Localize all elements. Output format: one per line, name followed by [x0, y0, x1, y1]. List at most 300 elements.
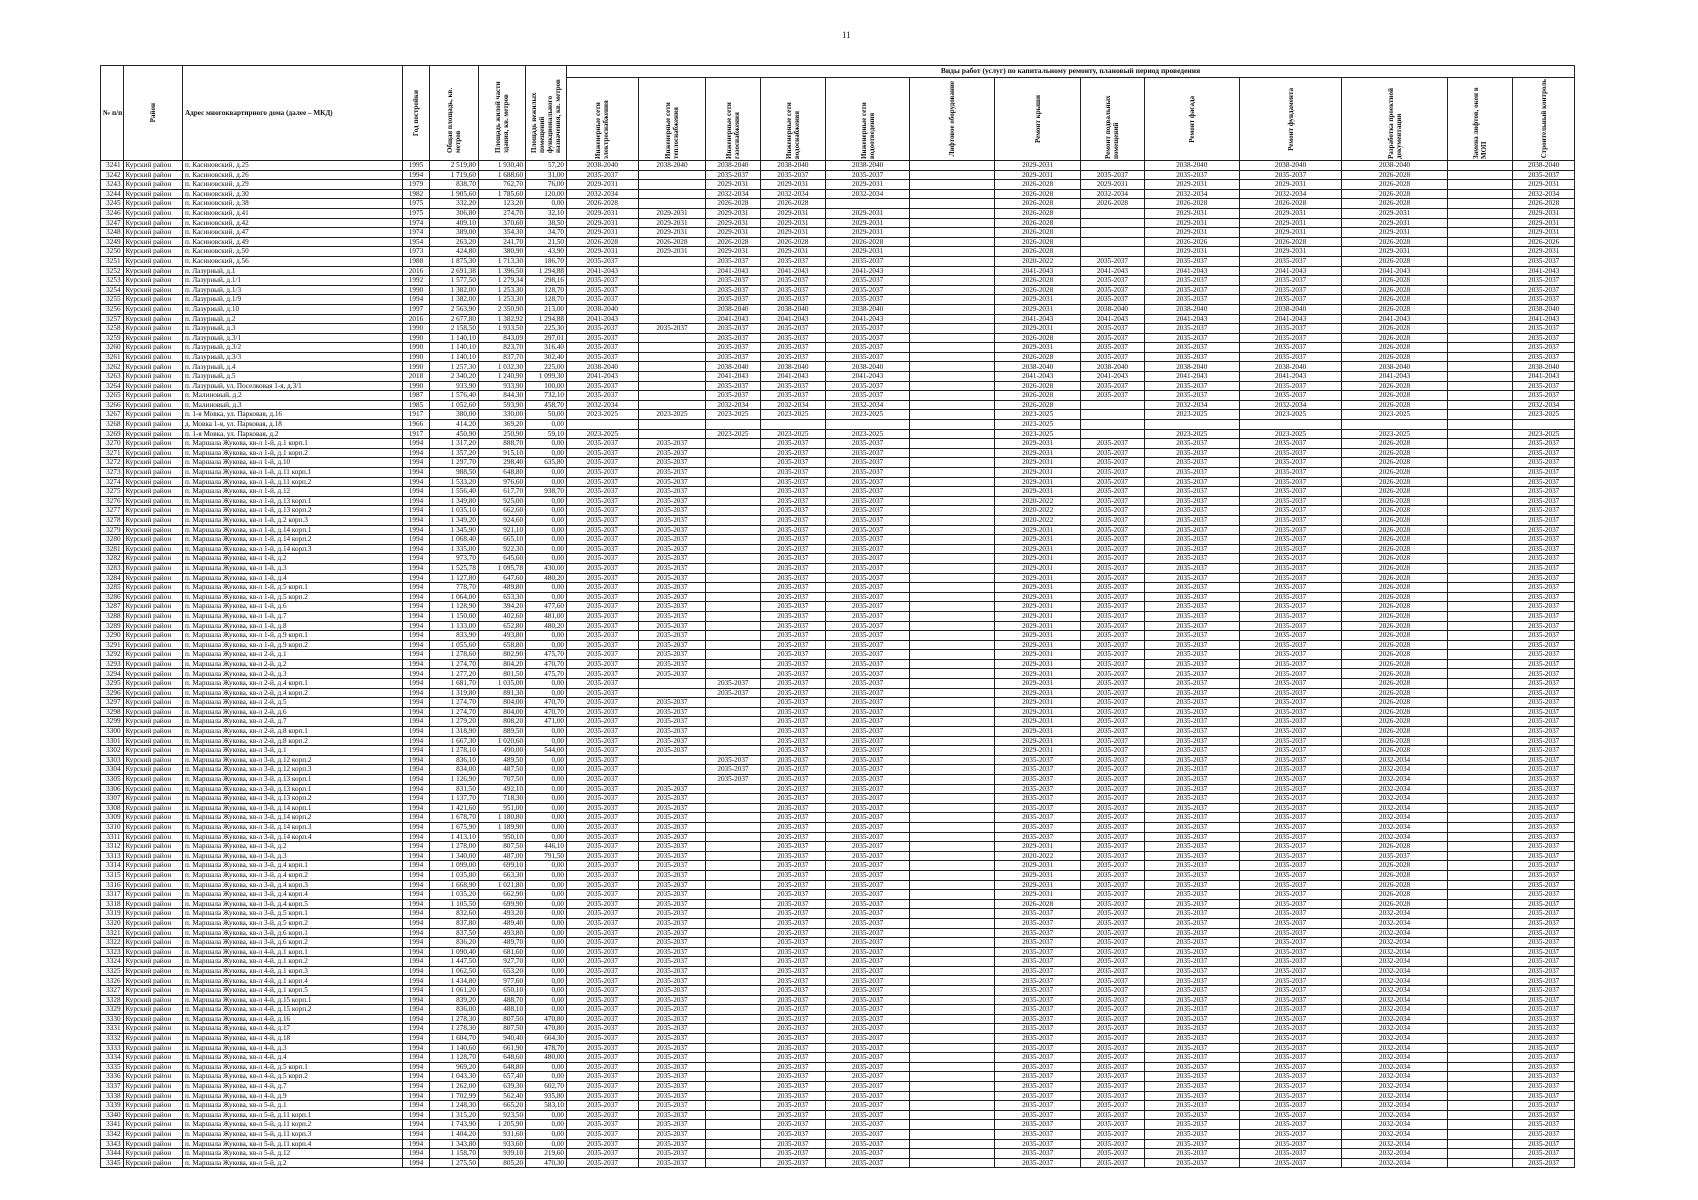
row-work-period	[910, 458, 995, 468]
row-work-period: 2035-2037	[995, 976, 1081, 986]
row-work-period: 2041-2043	[826, 314, 910, 324]
row-work-period: 2026-2028	[1342, 458, 1448, 468]
row-work-period: 2035-2037	[706, 391, 760, 401]
col-work-header: Лифтовое оборудование	[910, 78, 995, 161]
row-work-period: 2035-2037	[1081, 727, 1145, 737]
row-district: Курский район	[123, 525, 182, 535]
row-nonres-area: 0,00	[526, 861, 567, 871]
row-work-period	[910, 621, 995, 631]
row-work-period	[1447, 525, 1513, 535]
row-work-period	[1447, 554, 1513, 564]
row-work-period: 2035-2037	[567, 803, 639, 813]
row-work-period: 2035-2037	[567, 583, 639, 593]
row-work-period	[638, 256, 706, 266]
row-living-area: 648,80	[478, 1062, 525, 1072]
row-work-period: 2035-2037	[638, 1062, 706, 1072]
row-number: 3305	[101, 775, 124, 785]
row-work-period: 2029-2031	[995, 707, 1081, 717]
row-work-period: 2035-2037	[1081, 343, 1145, 353]
row-work-period: 2035-2037	[760, 669, 826, 679]
row-work-period: 2035-2037	[567, 381, 639, 391]
row-work-period: 2038-2040	[706, 304, 760, 314]
row-number: 3269	[101, 429, 124, 439]
row-work-period: 2035-2037	[567, 1139, 639, 1149]
row-work-period: 2035-2037	[567, 621, 639, 631]
row-work-period	[1447, 343, 1513, 353]
row-work-period	[910, 285, 995, 295]
row-work-period: 2041-2043	[1081, 372, 1145, 382]
row-work-period: 2038-2040	[567, 304, 639, 314]
row-work-period: 2035-2037	[995, 1129, 1081, 1139]
row-address: п. Маршала Жукова, кв-л 3-й, д.4 корп.1	[182, 861, 402, 871]
row-living-area: 493,80	[478, 928, 525, 938]
table-row	[101, 717, 1575, 727]
row-work-period: 2035-2037	[760, 1034, 826, 1044]
row-total-area: 831,50	[429, 784, 478, 794]
row-work-period: 2035-2037	[760, 1005, 826, 1015]
row-work-period: 2035-2037	[567, 995, 639, 1005]
row-work-period: 2035-2037	[567, 1014, 639, 1024]
row-work-period	[638, 343, 706, 353]
row-work-period: 2035-2037	[1144, 1139, 1239, 1149]
row-work-period: 2035-2037	[1239, 775, 1341, 785]
row-work-period	[706, 1101, 760, 1111]
row-year: 1994	[403, 487, 430, 497]
row-year: 1994	[403, 1101, 430, 1111]
row-work-period: 2041-2043	[1144, 266, 1239, 276]
row-nonres-area: 0,00	[526, 468, 567, 478]
row-work-period: 2035-2037	[826, 842, 910, 852]
row-work-period: 2035-2037	[1081, 1110, 1145, 1120]
row-number: 3263	[101, 372, 124, 382]
row-district: Курский район	[123, 698, 182, 708]
row-living-area: 487,00	[478, 851, 525, 861]
row-work-period: 2032-2034	[1342, 765, 1448, 775]
row-work-period: 2041-2043	[567, 266, 639, 276]
row-work-period: 2038-2040	[1144, 304, 1239, 314]
row-nonres-area: 481,00	[526, 611, 567, 621]
row-work-period	[1447, 180, 1513, 190]
row-work-period: 2032-2034	[1342, 1062, 1448, 1072]
row-nonres-area: 458,70	[526, 400, 567, 410]
row-year: 1990	[403, 381, 430, 391]
row-work-period: 2035-2037	[1513, 611, 1575, 621]
row-work-period	[1447, 890, 1513, 900]
row-address: п. Лазурный, д.3/1	[182, 333, 402, 343]
row-total-area: 1 319,80	[429, 688, 478, 698]
row-district: Курский район	[123, 180, 182, 190]
row-district: Курский район	[123, 602, 182, 612]
row-work-period: 2029-2031	[706, 228, 760, 238]
row-work-period	[910, 496, 995, 506]
row-total-area: 1 257,30	[429, 362, 478, 372]
row-work-period: 2035-2037	[1081, 1034, 1145, 1044]
row-work-period: 2035-2037	[567, 1005, 639, 1015]
row-work-period	[1447, 372, 1513, 382]
row-work-period: 2035-2037	[995, 1072, 1081, 1082]
row-work-period: 2035-2037	[826, 352, 910, 362]
table-row	[101, 938, 1575, 948]
row-year: 2016	[403, 266, 430, 276]
row-work-period: 2038-2040	[1342, 161, 1448, 171]
row-work-period: 2032-2034	[1342, 938, 1448, 948]
row-living-area: 804,00	[478, 707, 525, 717]
row-work-period: 2035-2037	[760, 535, 826, 545]
row-work-period	[910, 420, 995, 430]
row-work-period: 2026-2028	[1342, 535, 1448, 545]
row-work-period: 2035-2037	[1081, 669, 1145, 679]
row-district: Курский район	[123, 1005, 182, 1015]
table-row	[101, 880, 1575, 890]
row-work-period: 2029-2031	[995, 295, 1081, 305]
row-work-period: 2035-2037	[1144, 1091, 1239, 1101]
row-year: 1994	[403, 1091, 430, 1101]
row-living-area: 493,80	[478, 631, 525, 641]
row-total-area: 1 349,80	[429, 496, 478, 506]
row-work-period: 2035-2037	[760, 918, 826, 928]
row-work-period	[910, 429, 995, 439]
row-work-period: 2026-2028	[995, 381, 1081, 391]
row-work-period: 2035-2037	[826, 343, 910, 353]
row-work-period: 2035-2037	[1081, 1129, 1145, 1139]
row-work-period: 2026-2028	[1342, 899, 1448, 909]
row-work-period	[706, 880, 760, 890]
row-work-period: 2038-2040	[1239, 304, 1341, 314]
row-work-period: 2032-2034	[1342, 918, 1448, 928]
row-work-period: 2038-2040	[638, 161, 706, 171]
row-nonres-area: 0,00	[526, 1072, 567, 1082]
row-district: Курский район	[123, 448, 182, 458]
row-work-period: 2029-2031	[1513, 228, 1575, 238]
table-row	[101, 592, 1575, 602]
row-work-period	[706, 573, 760, 583]
row-work-period: 2035-2037	[1081, 611, 1145, 621]
row-work-period: 2032-2034	[1342, 755, 1448, 765]
row-work-period: 2035-2037	[1144, 928, 1239, 938]
row-work-period: 2038-2040	[1239, 161, 1341, 171]
row-work-period: 2035-2037	[1144, 333, 1239, 343]
row-work-period: 2029-2031	[1513, 247, 1575, 257]
page-number: 11	[842, 30, 851, 40]
table-row	[101, 218, 1575, 228]
row-work-period	[706, 938, 760, 948]
repair-plan-table	[100, 65, 1575, 1168]
row-address: п. Маршала Жукова, кв-л 4-й, д.1 корп.5	[182, 986, 402, 996]
row-work-period: 2032-2034	[826, 189, 910, 199]
row-work-period: 2035-2037	[826, 938, 910, 948]
row-nonres-area: 0,00	[526, 1129, 567, 1139]
table-row	[101, 851, 1575, 861]
row-nonres-area: 57,20	[526, 161, 567, 171]
row-work-period: 2026-2028	[1342, 487, 1448, 497]
row-work-period	[706, 918, 760, 928]
row-work-period: 2035-2037	[567, 1082, 639, 1092]
row-work-period: 2035-2037	[995, 1014, 1081, 1024]
row-work-period: 2029-2031	[826, 180, 910, 190]
row-work-period: 2035-2037	[826, 746, 910, 756]
row-work-period	[910, 631, 995, 641]
row-number: 3330	[101, 1014, 124, 1024]
row-work-period: 2035-2037	[567, 343, 639, 353]
row-total-area: 837,50	[429, 928, 478, 938]
table-row	[101, 391, 1575, 401]
row-work-period	[910, 592, 995, 602]
row-year: 1966	[403, 420, 430, 430]
row-work-period	[910, 208, 995, 218]
row-work-period: 2026-2028	[1342, 381, 1448, 391]
row-work-period	[1447, 429, 1513, 439]
row-work-period: 2035-2037	[1081, 755, 1145, 765]
row-work-period	[1447, 199, 1513, 209]
row-work-period: 2029-2031	[995, 746, 1081, 756]
row-work-period	[706, 707, 760, 717]
row-work-period: 2035-2037	[638, 554, 706, 564]
row-work-period: 2035-2037	[1239, 870, 1341, 880]
row-year: 1990	[403, 362, 430, 372]
row-work-period: 2035-2037	[1513, 909, 1575, 919]
row-district: Курский район	[123, 1014, 182, 1024]
row-work-period: 2029-2031	[638, 247, 706, 257]
row-address: п. Касиновский, д.50	[182, 247, 402, 257]
row-year: 1994	[403, 621, 430, 631]
row-work-period: 2035-2037	[1144, 1014, 1239, 1024]
row-work-period: 2035-2037	[1081, 1158, 1145, 1168]
row-work-period: 2035-2037	[706, 775, 760, 785]
row-year: 1975	[403, 208, 430, 218]
row-work-period: 2029-2031	[995, 611, 1081, 621]
row-district: Курский район	[123, 285, 182, 295]
row-work-period: 2026-2028	[1342, 496, 1448, 506]
row-total-area: 839,20	[429, 995, 478, 1005]
table-row	[101, 947, 1575, 957]
row-nonres-area: 100,00	[526, 381, 567, 391]
row-address: п. Лазурный, д.1/1	[182, 276, 402, 286]
row-work-period: 2035-2037	[995, 1034, 1081, 1044]
row-work-period: 2035-2037	[995, 1062, 1081, 1072]
row-living-area: 807,50	[478, 842, 525, 852]
row-work-period	[1239, 420, 1341, 430]
row-work-period: 2035-2037	[760, 487, 826, 497]
row-total-area: 1 140,60	[429, 1043, 478, 1053]
row-work-period: 2035-2037	[1239, 1043, 1341, 1053]
row-work-period	[706, 928, 760, 938]
row-work-period: 2035-2037	[1081, 285, 1145, 295]
row-work-period	[638, 381, 706, 391]
row-work-period: 2035-2037	[826, 448, 910, 458]
row-work-period	[706, 976, 760, 986]
row-address: п. Маршала Жукова, кв-л 3-й, д.14 корп.3	[182, 822, 402, 832]
row-work-period: 2029-2031	[995, 870, 1081, 880]
row-total-area: 1 576,40	[429, 391, 478, 401]
row-work-period: 2035-2037	[638, 851, 706, 861]
row-number: 3317	[101, 890, 124, 900]
row-work-period: 2035-2037	[638, 909, 706, 919]
row-living-area: 489,80	[478, 583, 525, 593]
row-work-period: 2035-2037	[567, 573, 639, 583]
row-district: Курский район	[123, 247, 182, 257]
row-work-period: 2029-2031	[995, 544, 1081, 554]
row-district: Курский район	[123, 468, 182, 478]
row-work-period: 2029-2031	[760, 228, 826, 238]
row-address: п. Маршала Жукова, кв-л 2-й, д.4 корп.2	[182, 688, 402, 698]
row-work-period: 2041-2043	[995, 314, 1081, 324]
row-work-period	[1447, 515, 1513, 525]
row-work-period: 2029-2031	[995, 717, 1081, 727]
row-work-period	[706, 861, 760, 871]
table-row	[101, 1082, 1575, 1092]
row-work-period: 2035-2037	[1081, 832, 1145, 842]
row-district: Курский район	[123, 208, 182, 218]
row-work-period: 2035-2037	[638, 870, 706, 880]
row-number: 3333	[101, 1043, 124, 1053]
row-address: п. Касиновский, д.56	[182, 256, 402, 266]
row-work-period	[910, 333, 995, 343]
table-row	[101, 995, 1575, 1005]
row-work-period	[1144, 420, 1239, 430]
row-number: 3277	[101, 506, 124, 516]
row-number: 3316	[101, 880, 124, 890]
row-work-period	[638, 755, 706, 765]
row-address: п. Маршала Жукова, кв-л 1-й, д.10	[182, 458, 402, 468]
row-work-period: 2035-2037	[826, 650, 910, 660]
row-work-period: 2035-2037	[706, 285, 760, 295]
row-number: 3266	[101, 400, 124, 410]
row-address: п. Маршала Жукова, кв-л 1-й, д.11 корп.2	[182, 477, 402, 487]
row-work-period: 2029-2031	[995, 890, 1081, 900]
row-work-period: 2035-2037	[1144, 515, 1239, 525]
row-work-period: 2035-2037	[1513, 554, 1575, 564]
row-district: Курский район	[123, 995, 182, 1005]
row-work-period: 2035-2037	[567, 352, 639, 362]
row-work-period: 2026-2028	[1342, 679, 1448, 689]
row-work-period: 2035-2037	[1513, 966, 1575, 976]
row-work-period: 2035-2037	[995, 803, 1081, 813]
row-year: 1994	[403, 1024, 430, 1034]
row-work-period	[706, 947, 760, 957]
row-address: п. Маршала Жукова, кв-л 3-й, д.13 корп.1	[182, 775, 402, 785]
row-total-area: 1 675,90	[429, 822, 478, 832]
row-work-period: 2020-2022	[995, 506, 1081, 516]
row-year: 1994	[403, 928, 430, 938]
row-work-period: 2035-2037	[760, 285, 826, 295]
row-work-period	[910, 611, 995, 621]
row-work-period: 2035-2037	[1144, 822, 1239, 832]
row-work-period: 2035-2037	[826, 707, 910, 717]
row-address: п. Маршала Жукова, кв-л 4-й, д.1 корп.4	[182, 976, 402, 986]
row-work-period: 2035-2037	[638, 439, 706, 449]
row-work-period: 2035-2037	[1239, 842, 1341, 852]
row-work-period: 2035-2037	[638, 794, 706, 804]
row-work-period: 2035-2037	[567, 851, 639, 861]
row-work-period	[910, 544, 995, 554]
row-work-period: 2026-2028	[1342, 707, 1448, 717]
row-district: Курский район	[123, 266, 182, 276]
row-work-period: 2026-2028	[1342, 199, 1448, 209]
row-work-period: 2026-2028	[1342, 602, 1448, 612]
row-work-period: 2035-2037	[1081, 851, 1145, 861]
row-work-period: 2035-2037	[760, 890, 826, 900]
row-work-period: 2035-2037	[638, 832, 706, 842]
row-living-area: 489,50	[478, 755, 525, 765]
row-district: Курский район	[123, 976, 182, 986]
row-district: Курский район	[123, 1120, 182, 1130]
row-total-area: 1 702,99	[429, 1091, 478, 1101]
row-work-period	[910, 352, 995, 362]
row-work-period: 2035-2037	[1239, 861, 1341, 871]
row-work-period: 2035-2037	[706, 755, 760, 765]
row-work-period: 2035-2037	[1144, 496, 1239, 506]
row-work-period: 2035-2037	[826, 611, 910, 621]
row-nonres-area: 470,70	[526, 659, 567, 669]
row-work-period: 2035-2037	[706, 276, 760, 286]
row-work-period: 2035-2037	[760, 707, 826, 717]
row-work-period: 2035-2037	[1081, 822, 1145, 832]
row-work-period: 2035-2037	[760, 391, 826, 401]
row-work-period: 2035-2037	[760, 803, 826, 813]
row-year: 1994	[403, 918, 430, 928]
table-row	[101, 803, 1575, 813]
row-work-period: 2035-2037	[567, 640, 639, 650]
row-living-area: 837,70	[478, 352, 525, 362]
row-work-period: 2035-2037	[1144, 487, 1239, 497]
row-work-period	[910, 1101, 995, 1111]
row-living-area: 1 189,90	[478, 822, 525, 832]
row-work-period: 2035-2037	[567, 602, 639, 612]
row-work-period	[1447, 324, 1513, 334]
row-work-period: 2035-2037	[995, 784, 1081, 794]
row-work-period: 2023-2025	[1144, 429, 1239, 439]
row-work-period	[910, 391, 995, 401]
row-year: 1994	[403, 439, 430, 449]
table-header	[101, 66, 1575, 161]
row-district: Курский район	[123, 918, 182, 928]
row-work-period: 2035-2037	[567, 976, 639, 986]
row-district: Курский район	[123, 583, 182, 593]
row-district: Курский район	[123, 1043, 182, 1053]
row-work-period: 2035-2037	[638, 822, 706, 832]
row-work-period: 2032-2034	[1239, 189, 1341, 199]
row-work-period: 2035-2037	[1239, 1053, 1341, 1063]
row-nonres-area: 302,40	[526, 352, 567, 362]
row-work-period: 2026-2028	[995, 391, 1081, 401]
row-work-period: 2035-2037	[638, 1053, 706, 1063]
table-row	[101, 468, 1575, 478]
row-work-period	[1447, 966, 1513, 976]
row-work-period: 2035-2037	[1513, 477, 1575, 487]
row-work-period	[910, 813, 995, 823]
row-work-period: 2035-2037	[1144, 535, 1239, 545]
row-work-period: 2035-2037	[567, 822, 639, 832]
row-nonres-area: 0,00	[526, 765, 567, 775]
row-work-period: 2035-2037	[826, 832, 910, 842]
row-work-period: 2035-2037	[1239, 285, 1341, 295]
row-year: 2016	[403, 314, 430, 324]
row-work-period: 2035-2037	[638, 631, 706, 641]
row-living-area: 658,80	[478, 640, 525, 650]
row-work-period: 2038-2040	[826, 304, 910, 314]
row-work-period: 2035-2037	[1513, 957, 1575, 967]
row-work-period: 2035-2037	[1144, 477, 1239, 487]
row-district: Курский район	[123, 487, 182, 497]
row-work-period: 2035-2037	[760, 1129, 826, 1139]
row-work-period: 2035-2037	[995, 822, 1081, 832]
row-work-period	[1447, 784, 1513, 794]
row-district: Курский район	[123, 986, 182, 996]
row-work-period: 2035-2037	[638, 1158, 706, 1168]
row-year: 1994	[403, 832, 430, 842]
row-work-period: 2035-2037	[760, 352, 826, 362]
row-work-period: 2035-2037	[1513, 458, 1575, 468]
